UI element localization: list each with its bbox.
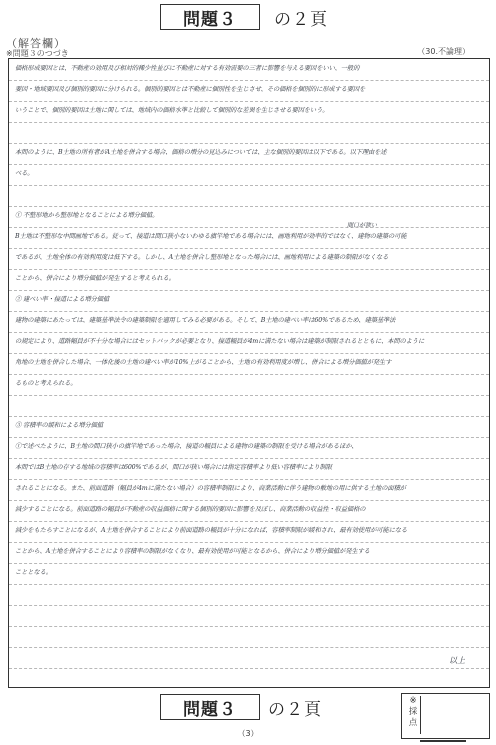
ruled-line: [9, 479, 489, 480]
ruled-line: [9, 80, 489, 81]
ruled-line: [9, 605, 489, 606]
signoff: 以上: [449, 656, 465, 665]
page-footer: [150, 694, 350, 720]
score-underline: [420, 740, 466, 742]
footer-page-suffix: の２頁: [268, 699, 322, 720]
page-number: （3）: [237, 729, 259, 738]
ruled-line: [9, 500, 489, 501]
ruled-line: [9, 626, 489, 627]
ruled-line: [9, 437, 489, 438]
answer-line: ことから、A土地を併合することにより容積率の制限がなくなり、最有効使用が可能となるから、併合により増分価値が発生する: [15, 548, 370, 555]
answer-line: ことから、併合により増分価値が発生すると考えられる。: [15, 275, 175, 282]
ruled-line: [9, 290, 489, 291]
answer-sheet: [8, 58, 490, 688]
answer-line: ①で述べたように、B土地の間口狭小の旗竿地であった場合、接道の幅員による建物の建築の制限を受ける場合があるほか、: [15, 443, 358, 450]
answer-line: 建物の建築にあたっては、建築基準法令の建築制限を適用してみる必要がある。そして、B土地の建ぺい率は60%であるため、建築基準法: [15, 317, 396, 324]
answer-line: こととなる。: [15, 569, 52, 576]
score-box: [401, 693, 490, 739]
ruled-line: [9, 227, 489, 228]
footer-question-label: 問題３: [160, 694, 260, 720]
ruled-line: [9, 416, 489, 417]
ruled-line: [9, 374, 489, 375]
ruled-line: [9, 521, 489, 522]
answer-line: ① 不整形地から整形地となることによる増分価値。: [15, 212, 159, 219]
page-header: [150, 4, 350, 30]
answer-line: 減少をもたらすことになるが、A土地を併合することにより前面道路の幅員が十分になれば、容積率制限が緩和され、最有効使用が可能になる: [15, 527, 408, 534]
ruled-line: [9, 248, 489, 249]
answer-line: べる。: [15, 170, 34, 177]
ruled-line: [9, 668, 489, 669]
answer-line: の規定により、道路幅員が不十分な場合にはセットバックが必要となり、接道幅員が4mに満たない場合は建築が制限されるとともに、本問のように: [15, 338, 425, 345]
answer-line: 減少することになる。前面道路の幅員が不動産の収益価格に関する個別的要因に影響を及ぼし、商業活動の収益性・収益価格の: [15, 506, 366, 513]
answer-line: 価格形成要因とは、不動産の効用及び相対的稀少性並びに不動産に対する有効需要の三者に影響を与える要因をいい、一般的: [15, 65, 360, 72]
ruled-line: [9, 563, 489, 564]
ruled-line: [9, 122, 489, 123]
answer-line: いうことで、個別的要因は土地に関しては、地域内の価格水準と比較して個別的な差異を生じさせる要因をいう。: [15, 107, 329, 114]
answer-line: 要因・地域要因及び個別的要因に分けられる。個別的要因とは不動産に個別性を生じさせ、その価格を個別的に形成する要因を: [15, 86, 366, 93]
ruled-line: [9, 647, 489, 648]
answer-line: ② 建ぺい率・接道による増分価値: [15, 296, 110, 303]
answer-line: であるが、土地全体の有効利用度は低下する。しかし、A土地を併合し整形地となった場合には、画地利用による建築の制限がなくなる: [15, 254, 389, 261]
ruled-line: [9, 269, 489, 270]
answer-line: 角地の土地を併合した場合、一体化後の土地の建ぺい率が10%上がることから、土地の有効利用度が増し、併合による増分価値が発生す: [15, 359, 392, 366]
ruled-line: [9, 353, 489, 354]
answer-line: るものと考えられる。: [15, 380, 77, 387]
margin-note: 間口が狭い: [347, 222, 378, 229]
ruled-line: [9, 206, 489, 207]
ruled-line: [9, 101, 489, 102]
question-label: 問題３: [160, 4, 260, 30]
answer-line: B土地は不整形な中間画地である。従って、接道は間口狭小ないわゆる旗竿地である場合には、画地利用が効率的ではなく、建物の建築の可能: [15, 233, 407, 240]
ruled-line: [9, 542, 489, 543]
answer-line: されることになる。また、前面道路（幅員が4mに満たない場合）の容積率制限により、商業活動に伴う建物の敷地の用に供する土地の面積が: [15, 485, 406, 492]
ruled-line: [9, 143, 489, 144]
answer-line: 本問のように、B土地の所有者がA土地を併合する場合、価格の増分の見込みについては、主な個別的要因は以下である。以下理由を述: [15, 149, 387, 156]
page-suffix: の２頁: [274, 9, 328, 30]
continuation-note: ※問題３のつづき: [6, 49, 69, 58]
answer-line: 本問ではB土地の存する地域の容積率は600%であるが、間口が狭い場合には指定容積率より低い容積率により制限: [15, 464, 332, 471]
answer-line: ③ 容積率の緩和による増分価値: [15, 422, 103, 429]
score-label: ※採点: [406, 696, 421, 734]
ruled-line: [9, 332, 489, 333]
grading-note: （30.不論理）: [417, 47, 470, 56]
ruled-line: [9, 584, 489, 585]
ruled-line: [9, 395, 489, 396]
ruled-line: [9, 311, 489, 312]
ruled-line: [9, 164, 489, 165]
section-label: （解答欄）: [6, 37, 66, 50]
ruled-line: [9, 458, 489, 459]
ruled-line: [9, 185, 489, 186]
